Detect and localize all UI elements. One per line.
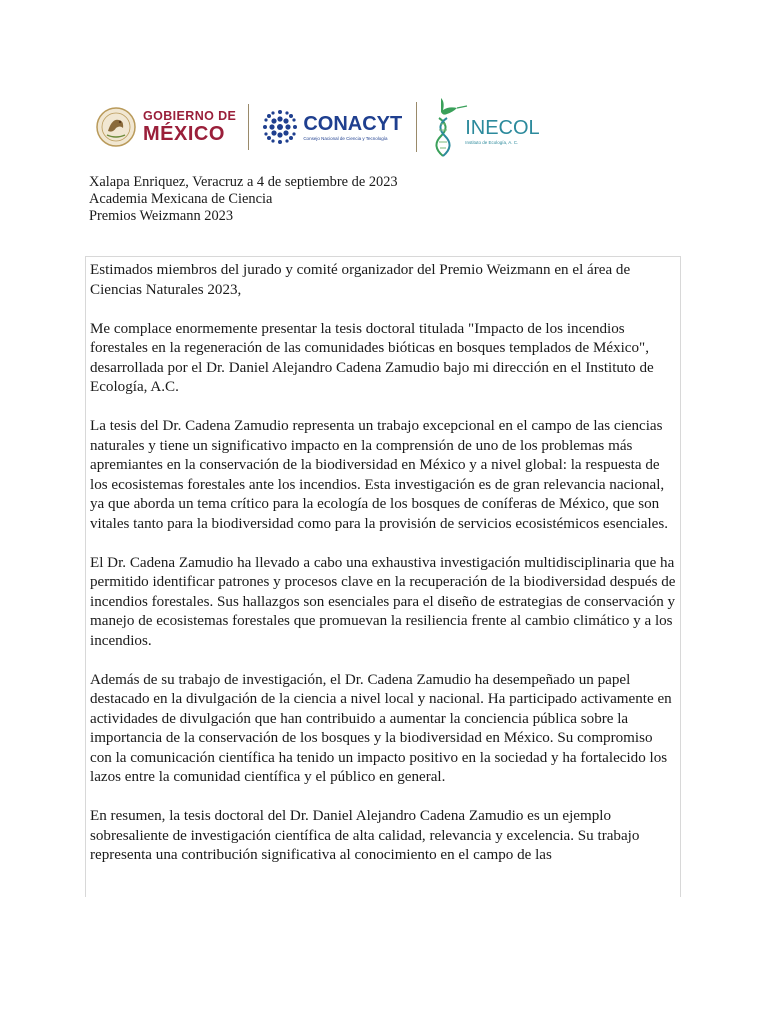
paragraph: El Dr. Cadena Zamudio ha llevado a cabo una exhaustiva investigación multidisciplinaria que ha permitido identificar patrones y procesos clave en la recuperación de la biodiversidad después de incendios forestales. Sus hallazgos son esenciales para el diseño de estrategias de conservación y manejo de ecosistemas forestales que promuevan la resiliencia frente al cambio climático y a los incendios. bbox=[90, 554, 676, 649]
recipient-institution: Academia Mexicana de Ciencia bbox=[89, 191, 273, 207]
logo-divider bbox=[416, 102, 417, 152]
logo-divider bbox=[248, 104, 249, 150]
gobierno-line1: GOBIERNO DE bbox=[143, 108, 237, 123]
logo-bar bbox=[95, 92, 540, 162]
letter-header bbox=[89, 174, 398, 225]
paragraph: Además de su trabajo de investigación, el Dr. Cadena Zamudio ha desempeñado un papel destacado en la divulgación de la ciencia a nivel local y nacional. Ha participado activamente en actividades de divulgación que han contribuido a aumentar la conciencia pública sobre la importancia de la conservación de los bosques y la biodiversidad en México. Su compromiso con la comunicación científica ha tenido un impacto positivo en la sociedad y ha fortalecido los lazos entre la comunidad científica y el público en general. bbox=[90, 671, 672, 785]
inecol-name: INECOL bbox=[465, 116, 540, 139]
conacyt-name: CONACYT bbox=[303, 112, 403, 135]
conacyt-logo bbox=[261, 108, 402, 146]
paragraph: Me complace enormemente presentar la tesis doctoral titulada "Impacto de los incendios forestales en la regeneración de las comunidades bióticas en bosques templados de México", desarrollada por el Dr. Daniel Alejandro Cadena Zamudio bajo mi dirección en el Instituto de Ecología, A.C. bbox=[90, 320, 654, 395]
place-date: Xalapa Enriquez, Veracruz a 4 de septiembre de 2023 bbox=[89, 174, 398, 190]
gobierno-line2: MÉXICO bbox=[143, 123, 225, 146]
paragraph: Estimados miembros del jurado y comité organizador del Premio Weizmann en el área de Ciencias Naturales 2023, bbox=[90, 262, 631, 298]
paragraph: La tesis del Dr. Cadena Zamudio representa un trabajo excepcional en el campo de las ciencias naturales y tiene un significativo impacto en la comprensión de uno de los problemas más apremiantes en la conservación de la biodiversidad en México y a nivel global: la respuesta de los ecosistemas forestales ante los incendios. Esta investigación es de gran relevancia nacional, ya que aborda un tema crítico para la ecología de los bosques de coníferas de México, que son vitales tanto para la biodiversidad como para la provisión de servicios ecosistémicos esenciales. bbox=[90, 418, 668, 532]
inecol-subtitle: Instituto de Ecología, A. C. bbox=[465, 139, 519, 145]
award-name: Premios Weizmann 2023 bbox=[89, 208, 234, 224]
paragraph: En resumen, la tesis doctoral del Dr. Daniel Alejandro Cadena Zamudio es un ejemplo sobresaliente de investigación científica de alta calidad, relevancia y excelencia. Su trabajo representa una contribución significativa al conocimiento en el campo de las bbox=[90, 808, 640, 863]
letter-body bbox=[85, 256, 681, 897]
gobierno-de-mexico-logo bbox=[95, 106, 236, 148]
inecol-logo bbox=[431, 94, 539, 160]
conacyt-subtitle: Consejo Nacional de Ciencia y Tecnología bbox=[303, 135, 388, 141]
mexico-seal-icon bbox=[95, 106, 137, 148]
conacyt-dots-icon bbox=[261, 108, 299, 146]
